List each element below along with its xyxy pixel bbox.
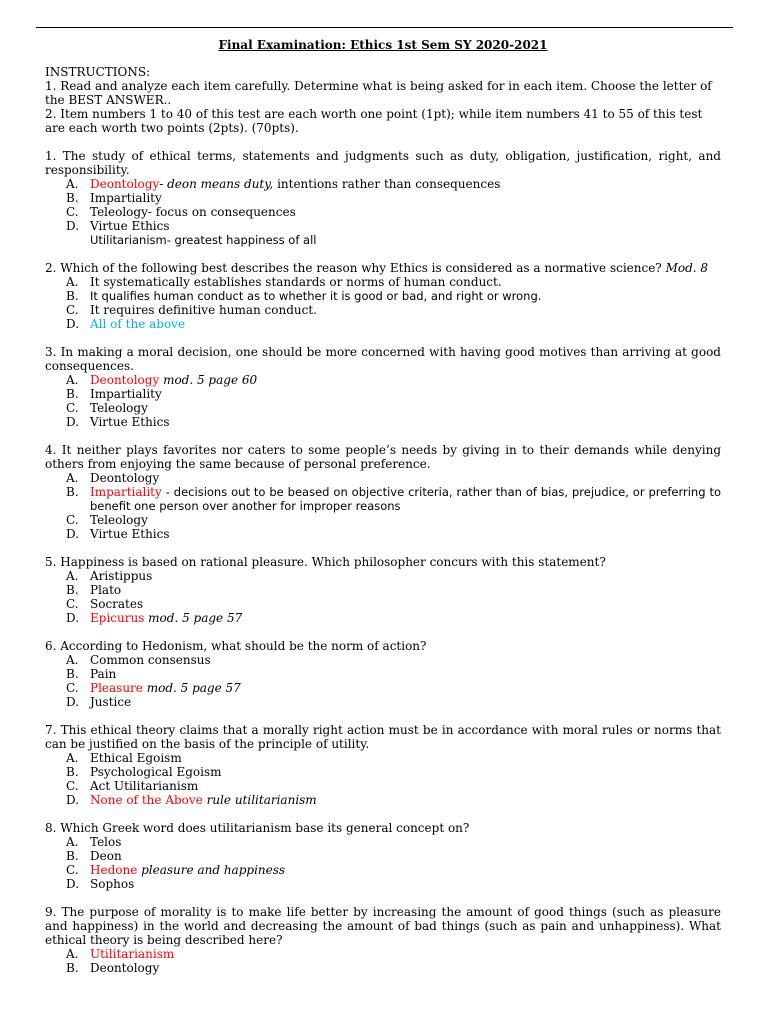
option-c[interactable]: C. Teleology- focus on consequences xyxy=(66,205,296,219)
option-c[interactable]: C. Hedone pleasure and happiness xyxy=(66,863,286,877)
question-stem: 1. The study of ethical terms, statements and judgments such as duty, obligation, justification, right, and responsibility. xyxy=(45,149,721,177)
option-d[interactable]: D. Justice xyxy=(66,695,132,709)
correct-answer: Impartiality xyxy=(90,485,162,499)
question-6 xyxy=(45,639,721,709)
option-c[interactable]: C. Socrates xyxy=(66,597,144,611)
correct-answer: None of the Above xyxy=(90,793,203,807)
correct-answer: Hedone xyxy=(90,863,138,877)
question-9 xyxy=(45,905,721,975)
question-stem: 8. Which Greek word does utilitarianism base its general concept on? xyxy=(45,821,470,835)
option-a[interactable]: A. Deontology mod. 5 page 60 xyxy=(66,373,258,387)
option-b[interactable]: B. Pain xyxy=(66,667,117,681)
option-a[interactable]: A. Utilitarianism xyxy=(66,947,175,961)
question-stem: 7. This ethical theory claims that a morally right action must be in accordance with moral rules or norms that can be justified on the basis of the principle of utility. xyxy=(45,723,721,751)
option-a[interactable]: A. Aristippus xyxy=(66,569,153,583)
correct-answer: Utilitarianism xyxy=(90,947,175,961)
exam-title: Final Examination: Ethics 1st Sem SY 2020-2021 xyxy=(218,38,548,52)
option-d[interactable]: D. Epicurus mod. 5 page 57 xyxy=(66,611,243,625)
question-5 xyxy=(45,555,721,625)
top-rule xyxy=(36,27,733,28)
question-stem: 2. Which of the following best describes the reason why Ethics is considered as a normative science? Mod. 8 xyxy=(45,261,709,275)
option-c[interactable]: C. Teleology xyxy=(66,401,148,415)
option-d[interactable]: D. Virtue Ethics xyxy=(66,415,170,429)
option-b[interactable]: B. Deon xyxy=(66,849,122,863)
question-1 xyxy=(45,149,721,247)
option-b[interactable]: B. Deontology xyxy=(66,961,160,975)
option-d[interactable]: D. All of the above xyxy=(66,317,186,331)
option-c[interactable]: C. It requires definitive human conduct. xyxy=(66,303,317,317)
option-b[interactable]: B. Psychological Egoism xyxy=(66,765,222,779)
question-list xyxy=(45,149,721,975)
correct-answer: Deontology xyxy=(90,177,160,191)
question-7 xyxy=(45,723,721,807)
option-a[interactable]: A. Deontology xyxy=(66,471,160,485)
question-8 xyxy=(45,821,721,891)
option-d[interactable]: D. Virtue Ethics xyxy=(66,219,170,233)
correct-answer: All of the above xyxy=(90,317,186,331)
option-b[interactable]: B. Impartiality xyxy=(66,191,162,205)
question-stem: 3. In making a moral decision, one should be more concerned with having good motives than arriving at good consequences. xyxy=(45,345,721,373)
option-a[interactable]: A. It systematically establishes standards or norms of human conduct. xyxy=(66,275,502,289)
correct-answer: Epicurus xyxy=(90,611,145,625)
question-stem: 4. It neither plays favorites nor caters to some people’s needs by giving in to their demands while denying others from enjoying the same because of personal preference. xyxy=(45,443,721,471)
instruction-2: 2. Item numbers 1 to 40 of this test are each worth one point (1pt); while item numbers 41 to 55 of this test are each worth two points (2pts). (70pts). xyxy=(45,107,703,135)
question-2 xyxy=(45,261,721,331)
question-3 xyxy=(45,345,721,429)
option-c[interactable]: C. Act Utilitarianism xyxy=(66,779,199,793)
annotation-note: Utilitarianism- greatest happiness of all xyxy=(90,233,317,247)
instructions-heading: INSTRUCTIONS: xyxy=(45,65,151,79)
option-a[interactable]: A. Telos xyxy=(66,835,122,849)
correct-answer: Pleasure xyxy=(90,681,143,695)
option-d[interactable]: D. None of the Above rule utilitarianism xyxy=(66,793,317,807)
exam-page xyxy=(45,38,721,975)
question-stem: 6. According to Hedonism, what should be the norm of action? xyxy=(45,639,427,653)
option-b[interactable]: B. It qualifies human conduct as to whether it is good or bad, and right or wrong. xyxy=(66,289,542,303)
option-b[interactable]: B. Plato xyxy=(66,583,122,597)
option-d[interactable]: D. Virtue Ethics xyxy=(66,527,170,541)
question-4 xyxy=(45,443,721,541)
correct-answer: Deontology xyxy=(90,373,160,387)
option-a[interactable]: A. Common consensus xyxy=(66,653,211,667)
instruction-1: 1. Read and analyze each item carefully. Determine what is being asked for in each item. Choose the letter of the BEST ANSWER.. xyxy=(45,79,712,107)
option-a[interactable]: A. Deontology- deon means duty, intentions rather than consequences xyxy=(66,177,501,191)
option-b[interactable]: B. Impartiality - decisions out to be beased on objective criteria, rather than of bias, prejudice, or preferring to benefit one person over another for improper reasons xyxy=(66,485,721,513)
option-b[interactable]: B. Impartiality xyxy=(66,387,162,401)
option-c[interactable]: C. Pleasure mod. 5 page 57 xyxy=(66,681,241,695)
option-c[interactable]: C. Teleology xyxy=(66,513,148,527)
option-d[interactable]: D. Sophos xyxy=(66,877,135,891)
instructions xyxy=(45,65,721,135)
question-stem: 5. Happiness is based on rational pleasure. Which philosopher concurs with this statement? xyxy=(45,555,606,569)
option-a[interactable]: A. Ethical Egoism xyxy=(66,751,182,765)
question-stem: 9. The purpose of morality is to make life better by increasing the amount of good things (such as pleasure and happiness) in the world and decreasing the amount of bad things (such as pain and unhappiness). What ethical theory is being described here? xyxy=(45,905,721,947)
